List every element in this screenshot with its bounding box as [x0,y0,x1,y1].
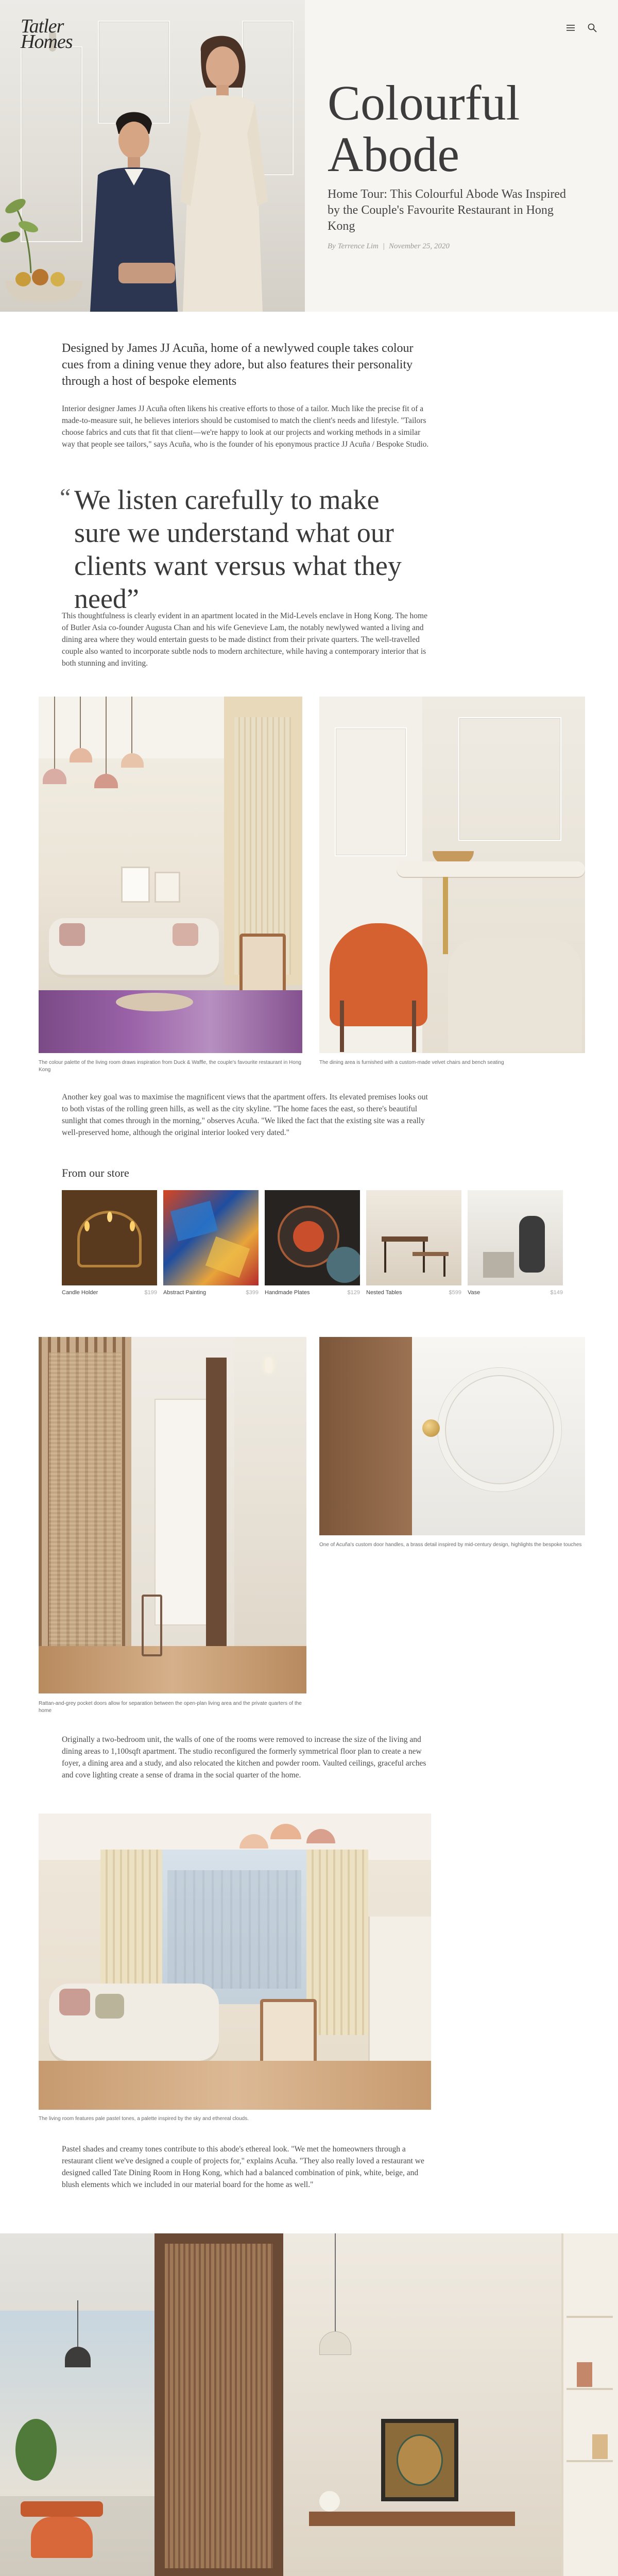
paragraph-1: Interior designer James JJ Acuña often likens his creative efforts to those of a tailor. Much like the precise fit of a made-to-measure suit, he believes interiors should be customised to match the client's needs and lifestyle. "Tailors choose fabrics and cuts that fit that client—we're happy to look at our projects and working methods in a similar way that people see tailors," says Acuña, who is the founder of his eponymous practice JJ Acuña / Bespoke Studio. [62,404,429,449]
author-link[interactable]: By Terrence Lim [328,242,379,250]
byline [328,242,450,251]
man-figure [88,108,180,312]
paragraph-4: Originally a two-bedroom unit, the walls of one of the rooms were removed to increase the size of the living and dining areas to 1,100sqft apartment. The studio reconfigured the formerly symmetrical floor plan to create a new foyer, a dining area and a study, and also relocated the kitchen and powder room. Vaulted ceilings, graceful arches and cove lighting create a sense of drama in the social quarter of the home. [62,1735,426,1780]
store-item-price: $149 [550,1290,563,1296]
dining-area-photo [319,697,585,1053]
caption-living-room-wide: The living room features pale pastel tones, a palette inspired by the sky and ethereal clouds. [39,2116,249,2122]
publish-date: November 25, 2020 [389,242,450,250]
brand-line-1: Tatler [21,15,64,37]
store-item-name[interactable]: Nested Tables [366,1290,402,1296]
living-room-wide-photo [39,1814,431,2110]
hero [0,0,618,312]
store-item[interactable] [265,1190,360,1296]
caption-living-room: The colour palette of the living room draws inspiration from Duck & Waffle, the couple's favourite restaurant in Hong Kong [39,1060,301,1073]
store-item-price: $199 [144,1290,157,1296]
woman-figure [170,31,273,312]
store-item-price: $599 [449,1290,461,1296]
caption-dining-area: The dining area is furnished with a custom-made velvet chairs and bench seating [319,1060,504,1065]
plant-illustration [0,170,62,273]
abstract-painting-image[interactable] [163,1190,259,1285]
title-line-1: Colourful [328,75,520,130]
store-item-price: $399 [246,1290,259,1296]
store-item-name[interactable]: Abstract Painting [163,1290,207,1296]
brand-logo[interactable] [21,15,73,53]
pull-quote-1: “ We listen carefully to make sure we understand what our clients want versus what they need” [62,483,422,615]
candle-holder-image[interactable] [62,1190,157,1285]
hero-subtitle: Home Tour: This Colourful Abode Was Inspired by the Couple's Favourite Restaurant in Hong Kong [328,188,566,233]
store-title: From our store [62,1166,129,1179]
store-item[interactable] [163,1190,259,1296]
store-item[interactable] [468,1190,563,1296]
byline-separator: | [382,242,385,250]
brand-line-2: Homes [21,31,73,53]
store-item[interactable] [62,1190,157,1296]
paragraph-5: Pastel shades and creamy tones contribute to this abode's ethereal look. "We met the homeowners through a restaurant client we've designed a couple of projects for," explains Acuña. "They also really loved a restaurant we designed called Tate Dining Room in Hong Kong, which had a balanced combination of pink, white, beige, and blush elements which we included in our material board for the home as well." [62,2145,424,2189]
store-carousel [62,1190,563,1296]
page-title [328,77,520,180]
quote-mark-icon: “ [60,484,71,511]
store-item-name[interactable]: Vase [468,1290,480,1296]
study-photo [0,2233,618,2576]
standfirst: Designed by James JJ Acuña, home of a newlywed couple takes colour cues from a dining venue they adore, but also features their personality through a host of bespoke elements [62,342,414,388]
vase-image[interactable] [468,1190,563,1285]
caption-pocket-doors: Rattan-and-grey pocket doors allow for separation between the open-plan living area and the private quarters of the home [39,1701,302,1714]
paragraph-3: Another key goal was to maximise the magnificent views that the apartment offers. Its elevated premises looks out to both vistas of the rolling green hills, as well as the city skyline. "The home faces the east, so there's beautiful sunlight that comes through in the morning," observes Acuña. "We liked the fact that the existing site was a really well-preserved home, although the original interior looked very dated." [62,1093,428,1137]
handmade-plates-image[interactable] [265,1190,360,1285]
caption-door-handle: One of Acuña's custom door handles, a brass detail inspired by mid-century design, highlights the bespoke touches [319,1542,582,1548]
living-room-photo [39,697,302,1053]
store-item-price: $129 [347,1290,360,1296]
pull-quote-1-text: We listen carefully to make sure we understand what our clients want versus what they need [74,484,402,614]
paragraph-2: This thoughtfulness is clearly evident in an apartment located in the Mid-Levels enclave in Hong Kong. The home of Butler Asia co-founder Augusta Chan and his wife Genevieve Lam, the notably newlywed wanted a living and dining area where they would entertain guests to be made distinct from their private quarters. The well-travelled couple also wanted to incorporate subtle nods to modern architecture, while having a contemporary interior that is both stunning and inviting. [62,612,427,668]
nested-tables-image[interactable] [366,1190,461,1285]
store-item[interactable] [366,1190,461,1296]
search-icon[interactable] [587,23,597,33]
store-item-name[interactable]: Handmade Plates [265,1290,310,1296]
store-item-name[interactable]: Candle Holder [62,1290,98,1296]
menu-icon[interactable] [565,23,576,33]
title-line-2: Abode [328,127,459,182]
pocket-doors-photo [39,1337,306,1693]
door-handle-photo [319,1337,585,1535]
header-icons [565,23,597,33]
